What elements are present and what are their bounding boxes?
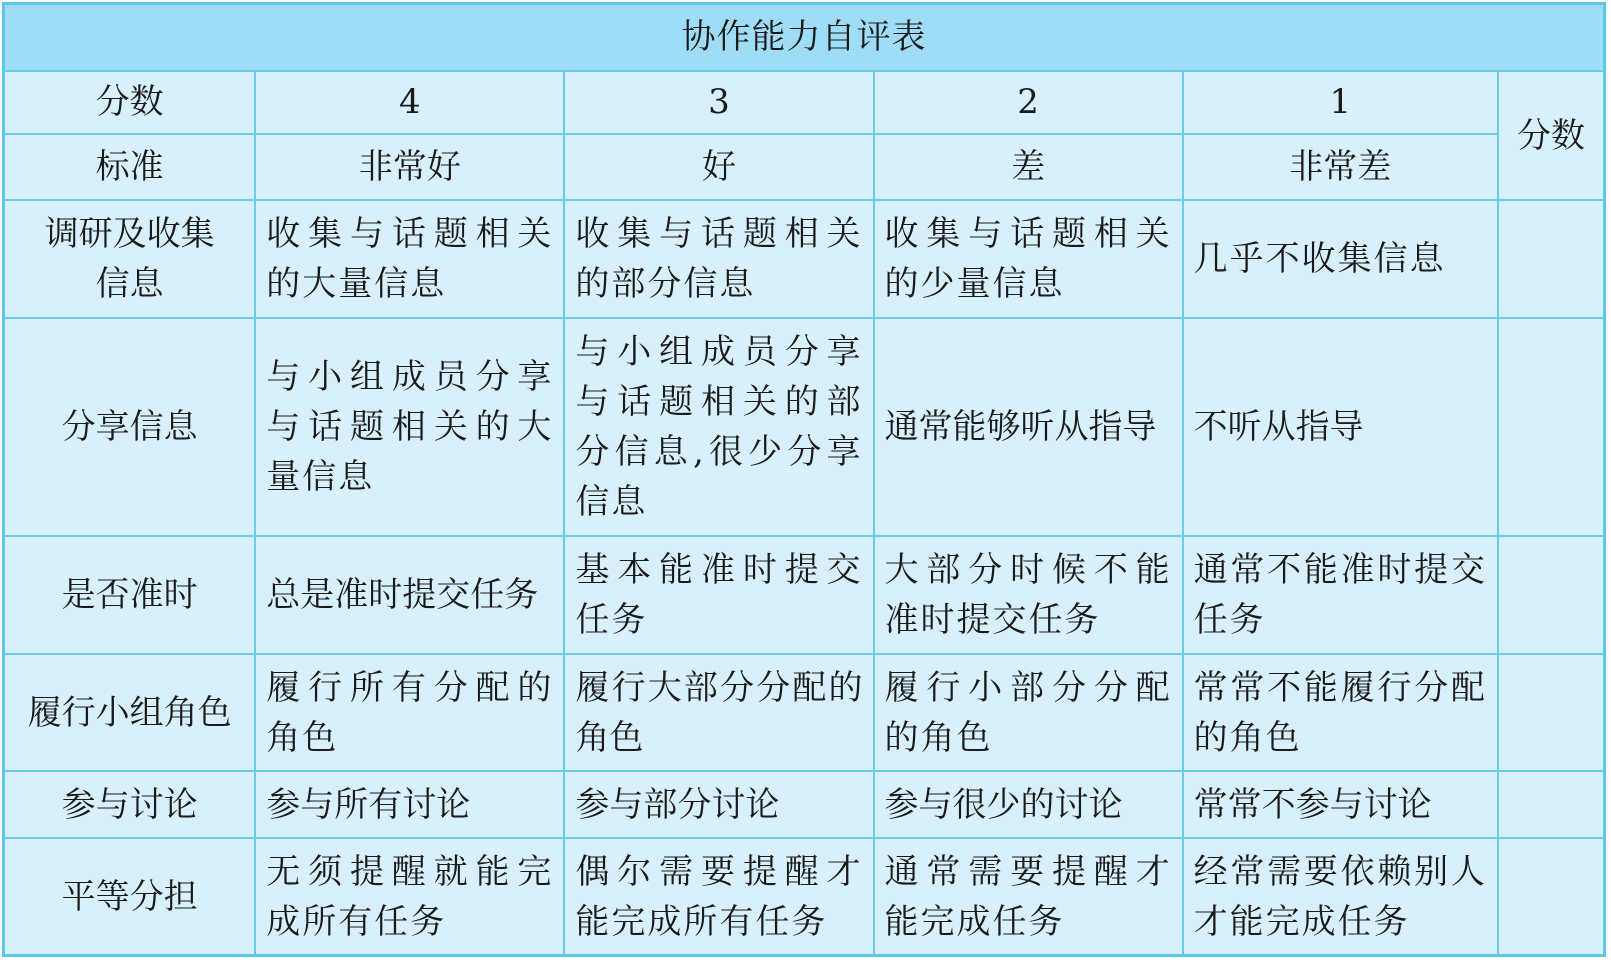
level-description: 参与很少的讨论 xyxy=(874,771,1183,838)
title-row xyxy=(4,4,1605,71)
level-score: 2 xyxy=(874,71,1183,134)
table-row xyxy=(4,838,1605,955)
score-header-row xyxy=(4,71,1605,134)
level-score: 1 xyxy=(1183,71,1498,134)
score-input-cell[interactable] xyxy=(1498,654,1605,771)
level-standard: 差 xyxy=(874,134,1183,201)
self-assessment-table xyxy=(2,2,1606,957)
level-description: 参与所有讨论 xyxy=(255,771,564,838)
level-description: 履行小部分分配的角色 xyxy=(874,654,1183,771)
table-row xyxy=(4,318,1605,537)
level-description: 履行所有分配的角色 xyxy=(255,654,564,771)
level-description: 常常不能履行分配的角色 xyxy=(1183,654,1498,771)
level-description: 经常需要依赖别人才能完成任务 xyxy=(1183,838,1498,955)
standard-label: 标准 xyxy=(4,134,256,201)
score-input-cell[interactable] xyxy=(1498,771,1605,838)
level-description: 偶尔需要提醒才能完成所有任务 xyxy=(564,838,873,955)
criterion-label: 分享信息 xyxy=(4,318,256,537)
level-description: 大部分时候不能准时提交任务 xyxy=(874,536,1183,653)
level-description: 收集与话题相关的部分信息 xyxy=(564,200,873,317)
level-score: 4 xyxy=(255,71,564,134)
level-description: 常常不参与讨论 xyxy=(1183,771,1498,838)
level-description: 总是准时提交任务 xyxy=(255,536,564,653)
standard-header-row xyxy=(4,134,1605,201)
level-description: 收集与话题相关的大量信息 xyxy=(255,200,564,317)
score-input-cell[interactable] xyxy=(1498,838,1605,955)
level-description: 基本能准时提交任务 xyxy=(564,536,873,653)
level-description: 不听从指导 xyxy=(1183,318,1498,537)
criterion-label: 履行小组角色 xyxy=(4,654,256,771)
table-row xyxy=(4,536,1605,653)
level-description: 几乎不收集信息 xyxy=(1183,200,1498,317)
level-description: 参与部分讨论 xyxy=(564,771,873,838)
level-description: 与小组成员分享与话题相关的部分信息,很少分享信息 xyxy=(564,318,873,537)
level-description: 履行大部分分配的角色 xyxy=(564,654,873,771)
level-standard: 非常好 xyxy=(255,134,564,201)
level-score: 3 xyxy=(564,71,873,134)
level-standard: 非常差 xyxy=(1183,134,1498,201)
criterion-label: 参与讨论 xyxy=(4,771,256,838)
level-description: 收集与话题相关的少量信息 xyxy=(874,200,1183,317)
level-description: 通常需要提醒才能完成任务 xyxy=(874,838,1183,955)
criterion-label: 平等分担 xyxy=(4,838,256,955)
level-description: 与小组成员分享与话题相关的大量信息 xyxy=(255,318,564,537)
score-label: 分数 xyxy=(4,71,256,134)
score-input-cell[interactable] xyxy=(1498,200,1605,317)
criterion-label: 是否准时 xyxy=(4,536,256,653)
level-description: 无须提醒就能完成所有任务 xyxy=(255,838,564,955)
criterion-label: 调研及收集信息 xyxy=(4,200,256,317)
table-row xyxy=(4,654,1605,771)
table-row xyxy=(4,200,1605,317)
total-score-header: 分数 xyxy=(1498,71,1605,201)
level-standard: 好 xyxy=(564,134,873,201)
score-input-cell[interactable] xyxy=(1498,536,1605,653)
table-row xyxy=(4,771,1605,838)
table-title: 协作能力自评表 xyxy=(4,4,1605,71)
level-description: 通常不能准时提交任务 xyxy=(1183,536,1498,653)
score-input-cell[interactable] xyxy=(1498,318,1605,537)
level-description: 通常能够听从指导 xyxy=(874,318,1183,537)
